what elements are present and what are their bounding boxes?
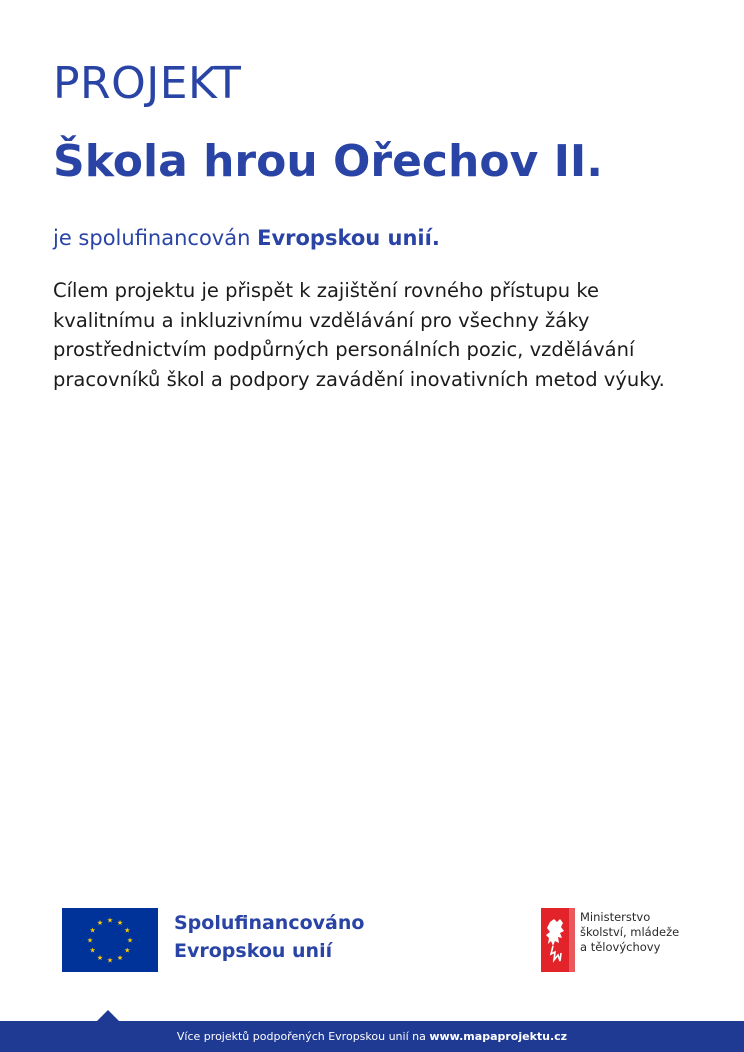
cofinancing-prefix: je spolufinancován bbox=[53, 226, 258, 250]
project-title: Škola hrou Ořechov II. bbox=[53, 136, 604, 187]
eu-star-icon: ★ bbox=[89, 946, 96, 955]
eu-star-icon: ★ bbox=[124, 946, 131, 955]
czech-lion-icon bbox=[541, 908, 575, 972]
eu-star-icon: ★ bbox=[106, 956, 114, 965]
footer-link[interactable]: www.mapaprojektu.cz bbox=[429, 1030, 568, 1043]
cofinancing-statement bbox=[53, 226, 440, 250]
eu-star-icon: ★ bbox=[106, 916, 114, 925]
eu-star-icon: ★ bbox=[126, 936, 134, 945]
eu-star-icon: ★ bbox=[86, 936, 94, 945]
description-line: prostřednictvím podpůrných personálních pozic, vzdělávání bbox=[53, 338, 635, 361]
footer-prefix: Více projektů podpořených Evropskou unií na bbox=[176, 1030, 430, 1043]
description-line: pracovníků škol a podpory zavádění inovativních metod výuky. bbox=[53, 367, 665, 391]
eu-star-icon: ★ bbox=[116, 953, 124, 962]
eu-logo-line1: Spolufinancováno bbox=[174, 912, 365, 934]
eu-star-icon: ★ bbox=[116, 919, 124, 928]
eu-star-icon: ★ bbox=[124, 926, 131, 935]
project-label: PROJEKT bbox=[53, 58, 242, 109]
msmt-logo-text bbox=[580, 910, 679, 955]
msmt-logo-line3: a tělovýchovy bbox=[580, 940, 661, 954]
msmt-logo-line2: školství, mládeže bbox=[580, 925, 680, 939]
footer-text bbox=[0, 1021, 744, 1052]
footer-notch bbox=[97, 1010, 119, 1021]
cofinancing-eu: Evropskou unií. bbox=[257, 226, 440, 250]
eu-star-icon: ★ bbox=[96, 919, 104, 928]
msmt-logo-line1: Ministerstvo bbox=[580, 910, 651, 924]
project-description bbox=[53, 276, 713, 394]
eu-star-icon: ★ bbox=[89, 926, 96, 935]
description-line: kvalitnímu a inkluzivnímu vzdělávání pro všechny žáky bbox=[53, 308, 590, 332]
eu-logo-text bbox=[174, 909, 364, 965]
eu-logo-line2: Evropskou unií bbox=[174, 940, 333, 962]
eu-flag-icon bbox=[62, 908, 158, 972]
description-line: Cílem projektu je přispět k zajištění rovného přístupu ke bbox=[53, 279, 599, 302]
eu-star-icon: ★ bbox=[96, 953, 104, 962]
